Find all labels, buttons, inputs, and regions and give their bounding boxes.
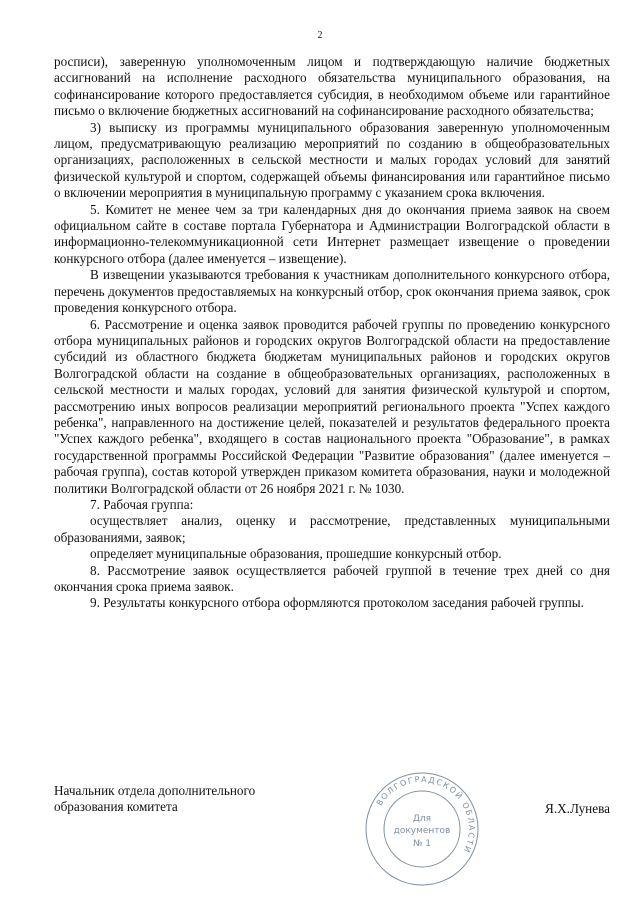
official-stamp-icon xyxy=(362,769,482,889)
document-body xyxy=(54,54,610,612)
stamp-inner-line-2: документов xyxy=(393,826,451,836)
signature-block xyxy=(54,774,610,873)
signer-name: Я.Х.Лунева xyxy=(545,801,610,816)
paragraph-9: 8. Рассмотрение заявок осуществляется рабочей группой в течение трех дней со дня окончания срока приема заявок. xyxy=(54,562,610,594)
stamp-inner-line-3: № 1 xyxy=(413,839,431,849)
stamp-inner-line-1: Для xyxy=(412,814,432,824)
paragraph-6: 7. Рабочая группа: xyxy=(90,496,194,512)
paragraph-7: осуществляет анализ, оценку и рассмотрение, представленных муниципальными образованиями, заявок; xyxy=(54,513,610,545)
paragraph-4: В извещении указываются требования к участникам дополнительного конкурсного отбора, перечень документов предоставляемых на конкурсный отбор, срок окончания приема заявок, срок проведения конкурсного отбора. xyxy=(54,267,610,316)
signer-position-line-1: Начальник отдела дополнительного xyxy=(54,783,256,798)
paragraph-5: 6. Рассмотрение и оценка заявок проводится рабочей группы по проведению конкурсного отбора муниципальных районов и городских округов Волгоградской области на предоставление субсидий из областного бюджета бюджетам муниципальных районов и городских округов Волгоградской области на создание в общеобразовательных организациях, расположенных в сельской местности и малых городах, условий для занятия физической культурой и спортом, рассмотрению иных вопросов реализации мероприятий регионального проекта "Успех каждого ребенка", направленного на достижение целей, показателей и результатов федерального проекта "Успех каждого ребенка", входящего в состав национального проекта "Образование", в рамках государственной программы Российской Федерации "Развитие образования" (далее именуется – рабочая группа), состав которой утвержден приказом комитета образования, науки и молодежной политики Волгоградской области от 26 ноября 2021 г. № 1030. xyxy=(54,316,610,496)
signer-position-line-2: образования комитета xyxy=(54,799,178,815)
paragraph-3: 5. Комитет не менее чем за три календарных дня до окончания приема заявок на своем официальном сайте в составе портала Губернатора и Администрации Волгоградской области в информационно-телекоммуникационной сети Интернет размещает извещение о проведении конкурсного отбора (далее именуется – извещение). xyxy=(54,201,610,266)
paragraph-2: 3) выписку из программы муниципального образования заверенную уполномоченным лицом, предусматривающую реализацию мероприятий по созданию в общеобразовательных организациях, расположенных в сельской местности и малых городах условий для занятий физической культурой и спортом, содержащей объемы финансирования или гарантийное письмо о включении мероприятия в муниципальную программу с указанием срока включения. xyxy=(54,119,610,201)
page-number: 2 xyxy=(317,30,323,41)
stamp-outer-text: ВОЛГОГРАДСКОЙ ОБЛАСТИ xyxy=(374,774,477,855)
signer-position xyxy=(54,783,255,816)
paragraph-1: росписи), заверенную уполномоченным лицом и подтверждающую наличие бюджетных ассигнований на исполнение расходного обязательства муниципального образования, на софинансирование которого предоставляется субсидия, в необходимом объеме или гарантийное письмо о включение бюджетных ассигнований на софинансирование расходного обязательства; xyxy=(54,54,610,119)
paragraph-10: 9. Результаты конкурсного отбора оформляются протоколом заседания рабочей группы. xyxy=(90,595,584,611)
paragraph-8: определяет муниципальные образования, прошедшие конкурсный отбор. xyxy=(90,546,502,562)
